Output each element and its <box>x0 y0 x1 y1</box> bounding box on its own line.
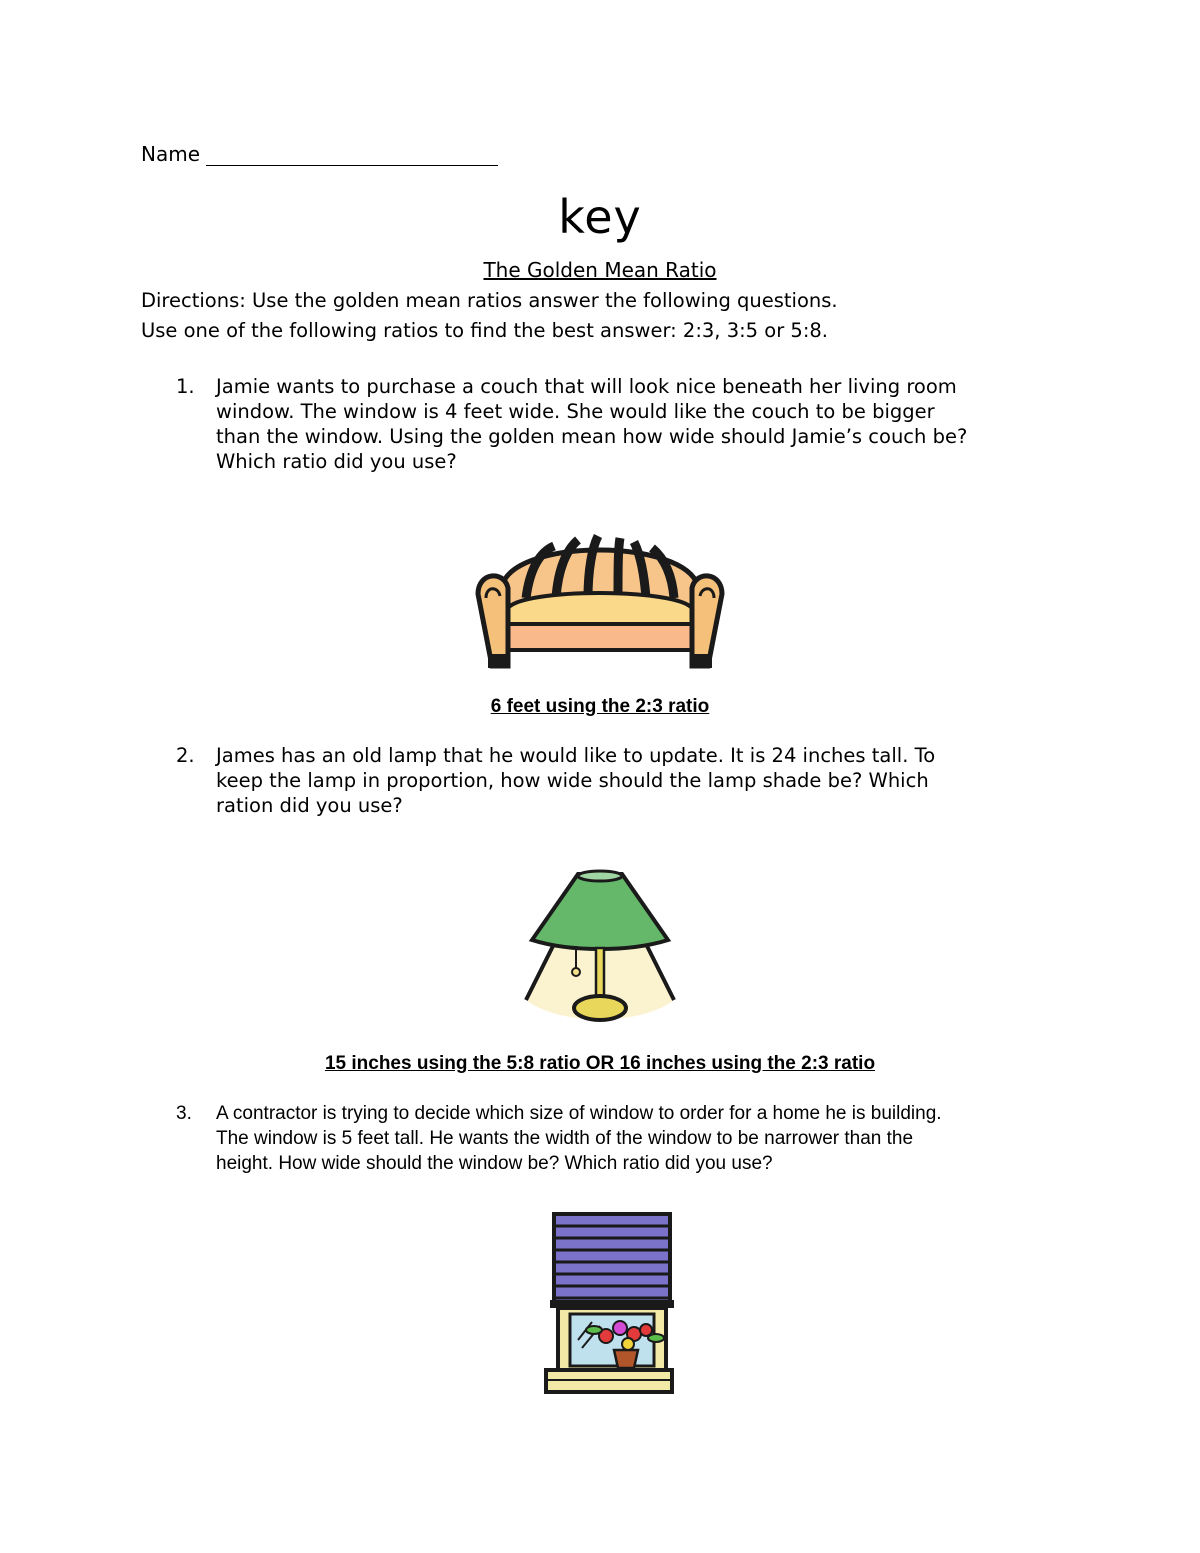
question-line: The window is 5 feet tall. He wants the width of the window to be narrower than the <box>216 1128 914 1149</box>
question-line: height. How wide should the window be? Which ratio did you use? <box>216 1153 773 1174</box>
couch-icon <box>474 528 726 670</box>
question-1 <box>176 374 1076 474</box>
question-line: Which ratio did you use? <box>216 450 457 473</box>
name-label: Name <box>141 142 201 166</box>
question-line: ration did you use? <box>216 794 403 817</box>
question-line: keep the lamp in proportion, how wide should the lamp shade be? Which <box>216 769 929 792</box>
directions-line-1: Directions: Use the golden mean ratios answer the following questions. <box>141 289 838 312</box>
question-line: A contractor is trying to decide which size of window to order for a home he is building. <box>216 1103 942 1124</box>
answer-2: 15 inches using the 5:8 ratio OR 16 inches using the 2:3 ratio <box>324 1053 876 1074</box>
page-title: The Golden Mean Ratio <box>483 258 717 282</box>
question-line: than the window. Using the golden mean how wide should Jamie’s couch be? <box>216 425 968 448</box>
question-2 <box>176 743 1076 818</box>
question-number: 3. <box>176 1103 192 1124</box>
answer-1: 6 feet using the 2:3 ratio <box>490 696 710 717</box>
key-heading: key <box>558 190 642 244</box>
question-number: 2. <box>176 744 195 767</box>
question-line: Jamie wants to purchase a couch that will look nice beneath her living room <box>216 375 957 398</box>
question-number: 1. <box>176 375 195 398</box>
question-line: James has an old lamp that he would like to update. It is 24 inches tall. To <box>216 744 936 767</box>
question-3 <box>176 1101 1076 1176</box>
name-field-row <box>141 142 498 166</box>
lamp-icon <box>520 866 680 1028</box>
window-icon <box>544 1210 676 1398</box>
directions-line-2: Use one of the following ratios to find the best answer: 2:3, 3:5 or 5:8. <box>141 319 829 342</box>
name-blank-line[interactable] <box>206 143 498 166</box>
question-line: window. The window is 4 feet wide. She would like the couch to be bigger <box>216 400 935 423</box>
